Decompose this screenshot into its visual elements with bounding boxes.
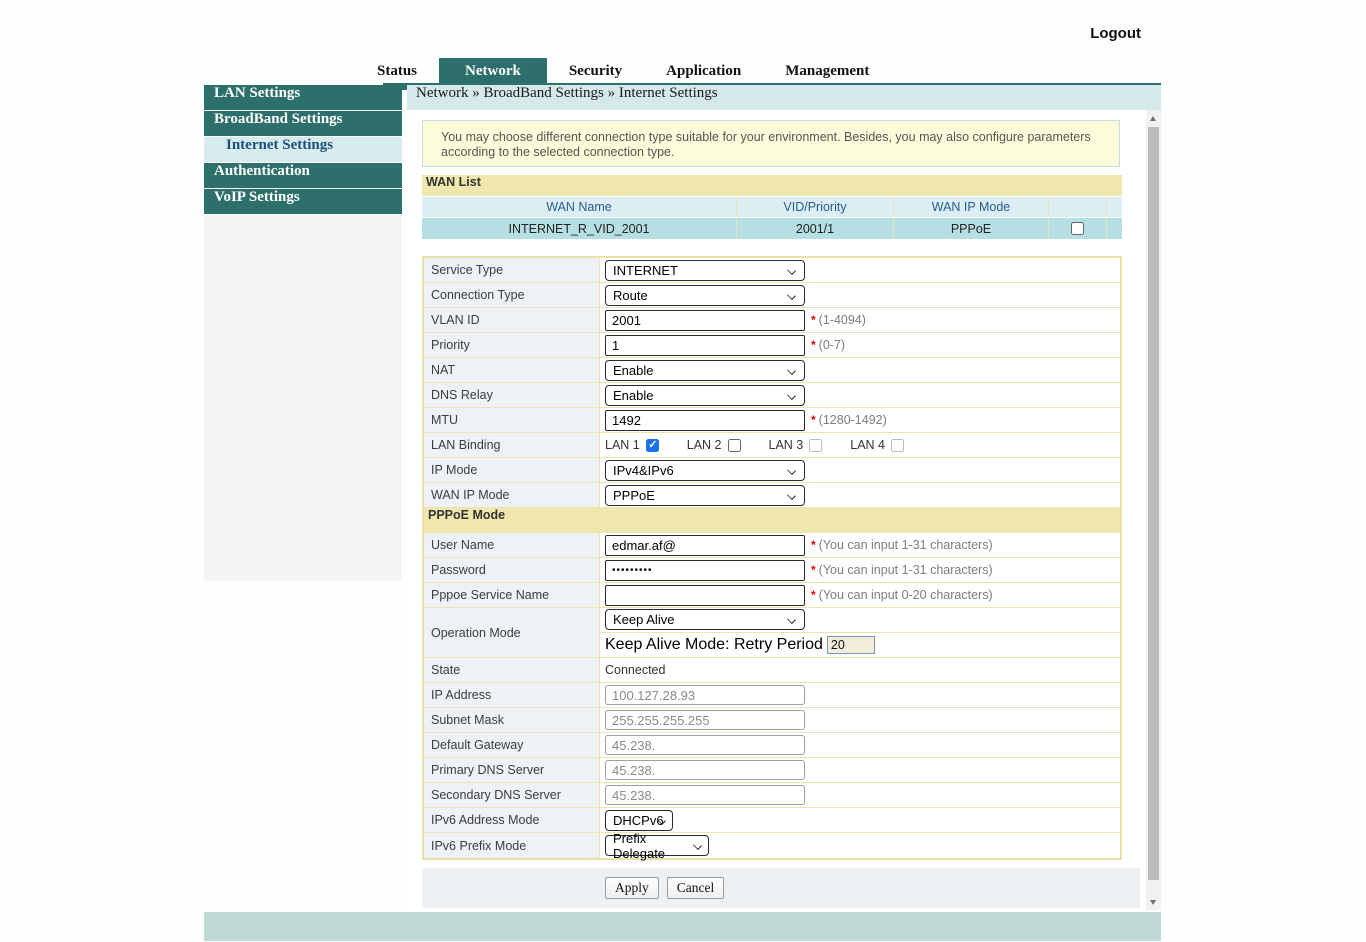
form-footer: [422, 868, 1140, 908]
required-marker: *: [811, 563, 816, 577]
arrow-down-icon: [1150, 900, 1156, 905]
scroll-down-button[interactable]: [1146, 894, 1161, 910]
nat-label: NAT: [424, 358, 600, 382]
main-content: [407, 110, 1146, 912]
form-row-priority: [424, 333, 1120, 358]
row-spacer: [1107, 218, 1122, 239]
chevron-down-icon: [787, 366, 796, 375]
wan-list-header-row: [422, 197, 1122, 217]
form-row-operation-mode: [424, 608, 1120, 658]
lan2-label: LAN 2: [686, 438, 722, 452]
sidebar-item-voip-settings[interactable]: VoIP Settings: [204, 189, 402, 214]
wan-ip-mode-label: WAN IP Mode: [424, 483, 600, 507]
ip-address-field: [605, 685, 805, 705]
lan2-checkbox[interactable]: [728, 439, 741, 452]
ip-mode-value: IPv4&IPv6: [613, 462, 674, 478]
ipv6-prefix-mode-select[interactable]: [605, 830, 709, 861]
sidebar: [204, 85, 402, 581]
chevron-down-icon: [787, 466, 796, 475]
password-hint: (You can input 1-31 characters): [818, 563, 993, 577]
ip-address-label: IP Address: [424, 683, 600, 707]
required-marker: *: [811, 338, 816, 352]
connection-type-value: Route: [613, 287, 648, 303]
wan-list-title: WAN List: [422, 175, 1122, 196]
sidebar-item-internet-settings[interactable]: Internet Settings: [204, 137, 402, 162]
user-name-hint: (You can input 1-31 characters): [818, 538, 993, 552]
tab-network[interactable]: Network: [439, 58, 547, 85]
cancel-button[interactable]: Cancel: [667, 877, 724, 899]
tab-application[interactable]: Application: [666, 63, 742, 79]
wan-row-checkbox[interactable]: [1071, 222, 1084, 235]
form-row-lan-binding: [424, 433, 1120, 458]
chevron-down-icon: [787, 291, 796, 300]
pppoe-service-name-label: Pppoe Service Name: [424, 583, 600, 607]
form-row-password: [424, 558, 1120, 583]
chevron-down-icon: [787, 491, 796, 500]
form-row-pppoe-service-name: [424, 583, 1120, 608]
form-row-subnet-mask: [424, 708, 1120, 733]
form-row-mtu: [424, 408, 1120, 433]
form-row-ipv6-address-mode: [424, 808, 1120, 833]
col-header-vid-priority: VID/Priority: [737, 197, 894, 217]
form-row-vlan-id: [424, 308, 1120, 333]
form-row-connection-type: [424, 283, 1120, 308]
form-row-state: [424, 658, 1120, 683]
chevron-down-icon: [787, 615, 796, 624]
arrow-up-icon: [1150, 116, 1156, 121]
lan3-label: LAN 3: [768, 438, 804, 452]
vlan-id-input[interactable]: [605, 310, 805, 331]
ipv6-prefix-mode-label: IPv6 Prefix Mode: [424, 833, 600, 858]
wan-ip-mode-value: PPPoE: [613, 487, 655, 503]
lan1-label: LAN 1: [605, 438, 640, 452]
pppoe-service-name-input[interactable]: [605, 585, 805, 606]
required-marker: *: [811, 413, 816, 427]
sidebar-filler: [204, 215, 402, 581]
form-row-nat: [424, 358, 1120, 383]
form-row-user-name: [424, 533, 1120, 558]
priority-hint: (0-7): [818, 338, 846, 352]
service-type-value: INTERNET: [613, 262, 678, 278]
nat-select[interactable]: [605, 360, 805, 381]
dns-relay-label: DNS Relay: [424, 383, 600, 407]
breadcrumb: Network » BroadBand Settings » Internet Settings: [407, 85, 1161, 110]
form-row-default-gateway: [424, 733, 1120, 758]
logout-link[interactable]: Logout: [1090, 25, 1141, 42]
col-header-wan-ip-mode: WAN IP Mode: [894, 197, 1049, 217]
chevron-down-icon: [787, 266, 796, 275]
password-input[interactable]: [605, 560, 805, 581]
required-marker: *: [811, 538, 816, 552]
ip-mode-label: IP Mode: [424, 458, 600, 482]
wan-name-cell: INTERNET_R_VID_2001: [422, 218, 737, 239]
vlan-id-hint: (1-4094): [818, 313, 866, 327]
default-gateway-field: [605, 735, 805, 755]
tab-status[interactable]: Status: [377, 63, 418, 79]
retry-period-input[interactable]: [827, 636, 875, 654]
col-header-spacer: [1107, 197, 1122, 217]
form-row-service-type: [424, 258, 1120, 283]
form-row-dns-relay: [424, 383, 1120, 408]
col-header-select: [1049, 197, 1107, 217]
table-row[interactable]: [422, 218, 1122, 239]
mtu-label: MTU: [424, 408, 600, 432]
notice-box: You may choose different connection type suitable for your environment. Besides, you may also configure parameters according to the selected connection type.: [422, 120, 1120, 167]
tab-security[interactable]: Security: [568, 63, 623, 79]
secondary-dns-field: [605, 785, 805, 805]
vid-priority-cell: 2001/1: [737, 218, 894, 239]
apply-button[interactable]: Apply: [605, 877, 659, 899]
form-row-wan-ip-mode: [424, 483, 1120, 508]
state-value: Connected: [605, 663, 666, 677]
form-row-secondary-dns: [424, 783, 1120, 808]
bottom-bar: [204, 912, 1161, 941]
dns-relay-value: Enable: [613, 387, 654, 403]
mtu-input[interactable]: [605, 410, 805, 431]
lan-binding-label: LAN Binding: [424, 433, 600, 457]
scrollbar-thumb[interactable]: [1148, 127, 1159, 880]
scroll-up-button[interactable]: [1146, 110, 1161, 126]
priority-input[interactable]: [605, 335, 805, 356]
wan-ip-mode-cell: PPPoE: [894, 218, 1049, 239]
service-type-select[interactable]: [605, 260, 805, 281]
user-name-input[interactable]: [605, 535, 805, 556]
form-row-ip-mode: [424, 458, 1120, 483]
internet-settings-form: [422, 256, 1122, 860]
required-marker: *: [811, 313, 816, 327]
secondary-dns-label: Secondary DNS Server: [424, 783, 600, 807]
nat-value: Enable: [613, 362, 654, 378]
tab-management[interactable]: Management: [785, 63, 870, 79]
priority-label: Priority: [424, 333, 600, 357]
col-header-wan-name: WAN Name: [422, 197, 737, 217]
ipv6-prefix-mode-value: Prefix Delegate: [613, 830, 666, 861]
main-nav: [355, 58, 891, 85]
required-marker: *: [811, 588, 816, 602]
lan4-checkbox[interactable]: [891, 439, 904, 452]
pppoe-mode-section-header: PPPoE Mode: [424, 508, 1120, 533]
sidebar-item-broadband-settings[interactable]: BroadBand Settings: [204, 111, 402, 136]
connection-type-select[interactable]: [605, 285, 805, 306]
state-label: State: [424, 658, 600, 682]
wan-list: [422, 175, 1122, 240]
service-type-label: Service Type: [424, 258, 600, 282]
scrollbar[interactable]: [1146, 110, 1161, 910]
chevron-down-icon: [787, 391, 796, 400]
lan4-label: LAN 4: [850, 438, 885, 452]
sidebar-item-lan-settings[interactable]: LAN Settings: [204, 85, 402, 110]
lan1-checkbox[interactable]: [646, 439, 659, 452]
pppoe-service-name-hint: (You can input 0-20 characters): [818, 588, 993, 602]
password-label: Password: [424, 558, 600, 582]
operation-mode-select[interactable]: [605, 609, 805, 630]
default-gateway-label: Default Gateway: [424, 733, 600, 757]
dns-relay-select[interactable]: [605, 385, 805, 406]
operation-mode-label: Operation Mode: [424, 608, 600, 657]
form-row-ipv6-prefix-mode: [424, 830, 1120, 861]
subnet-mask-label: Subnet Mask: [424, 708, 600, 732]
form-row-primary-dns: [424, 758, 1120, 783]
lan3-checkbox[interactable]: [809, 439, 822, 452]
form-row-ip-address: [424, 683, 1120, 708]
vlan-id-label: VLAN ID: [424, 308, 600, 332]
user-name-label: User Name: [424, 533, 600, 557]
operation-mode-value: Keep Alive: [613, 612, 675, 628]
ipv6-address-mode-label: IPv6 Address Mode: [424, 808, 600, 832]
primary-dns-field: [605, 760, 805, 780]
connection-type-label: Connection Type: [424, 283, 600, 307]
wan-ip-mode-select[interactable]: [605, 485, 805, 506]
sidebar-item-authentication[interactable]: Authentication: [204, 163, 402, 188]
subnet-mask-field: [605, 710, 805, 730]
ipv6-address-mode-value: DHCPv6: [613, 812, 664, 828]
ipv6-address-mode-select[interactable]: [605, 810, 673, 831]
mtu-hint: (1280-1492): [818, 413, 887, 427]
ip-mode-select[interactable]: [605, 460, 805, 481]
retry-period-label: Keep Alive Mode: Retry Period: [605, 635, 823, 653]
primary-dns-label: Primary DNS Server: [424, 758, 600, 782]
